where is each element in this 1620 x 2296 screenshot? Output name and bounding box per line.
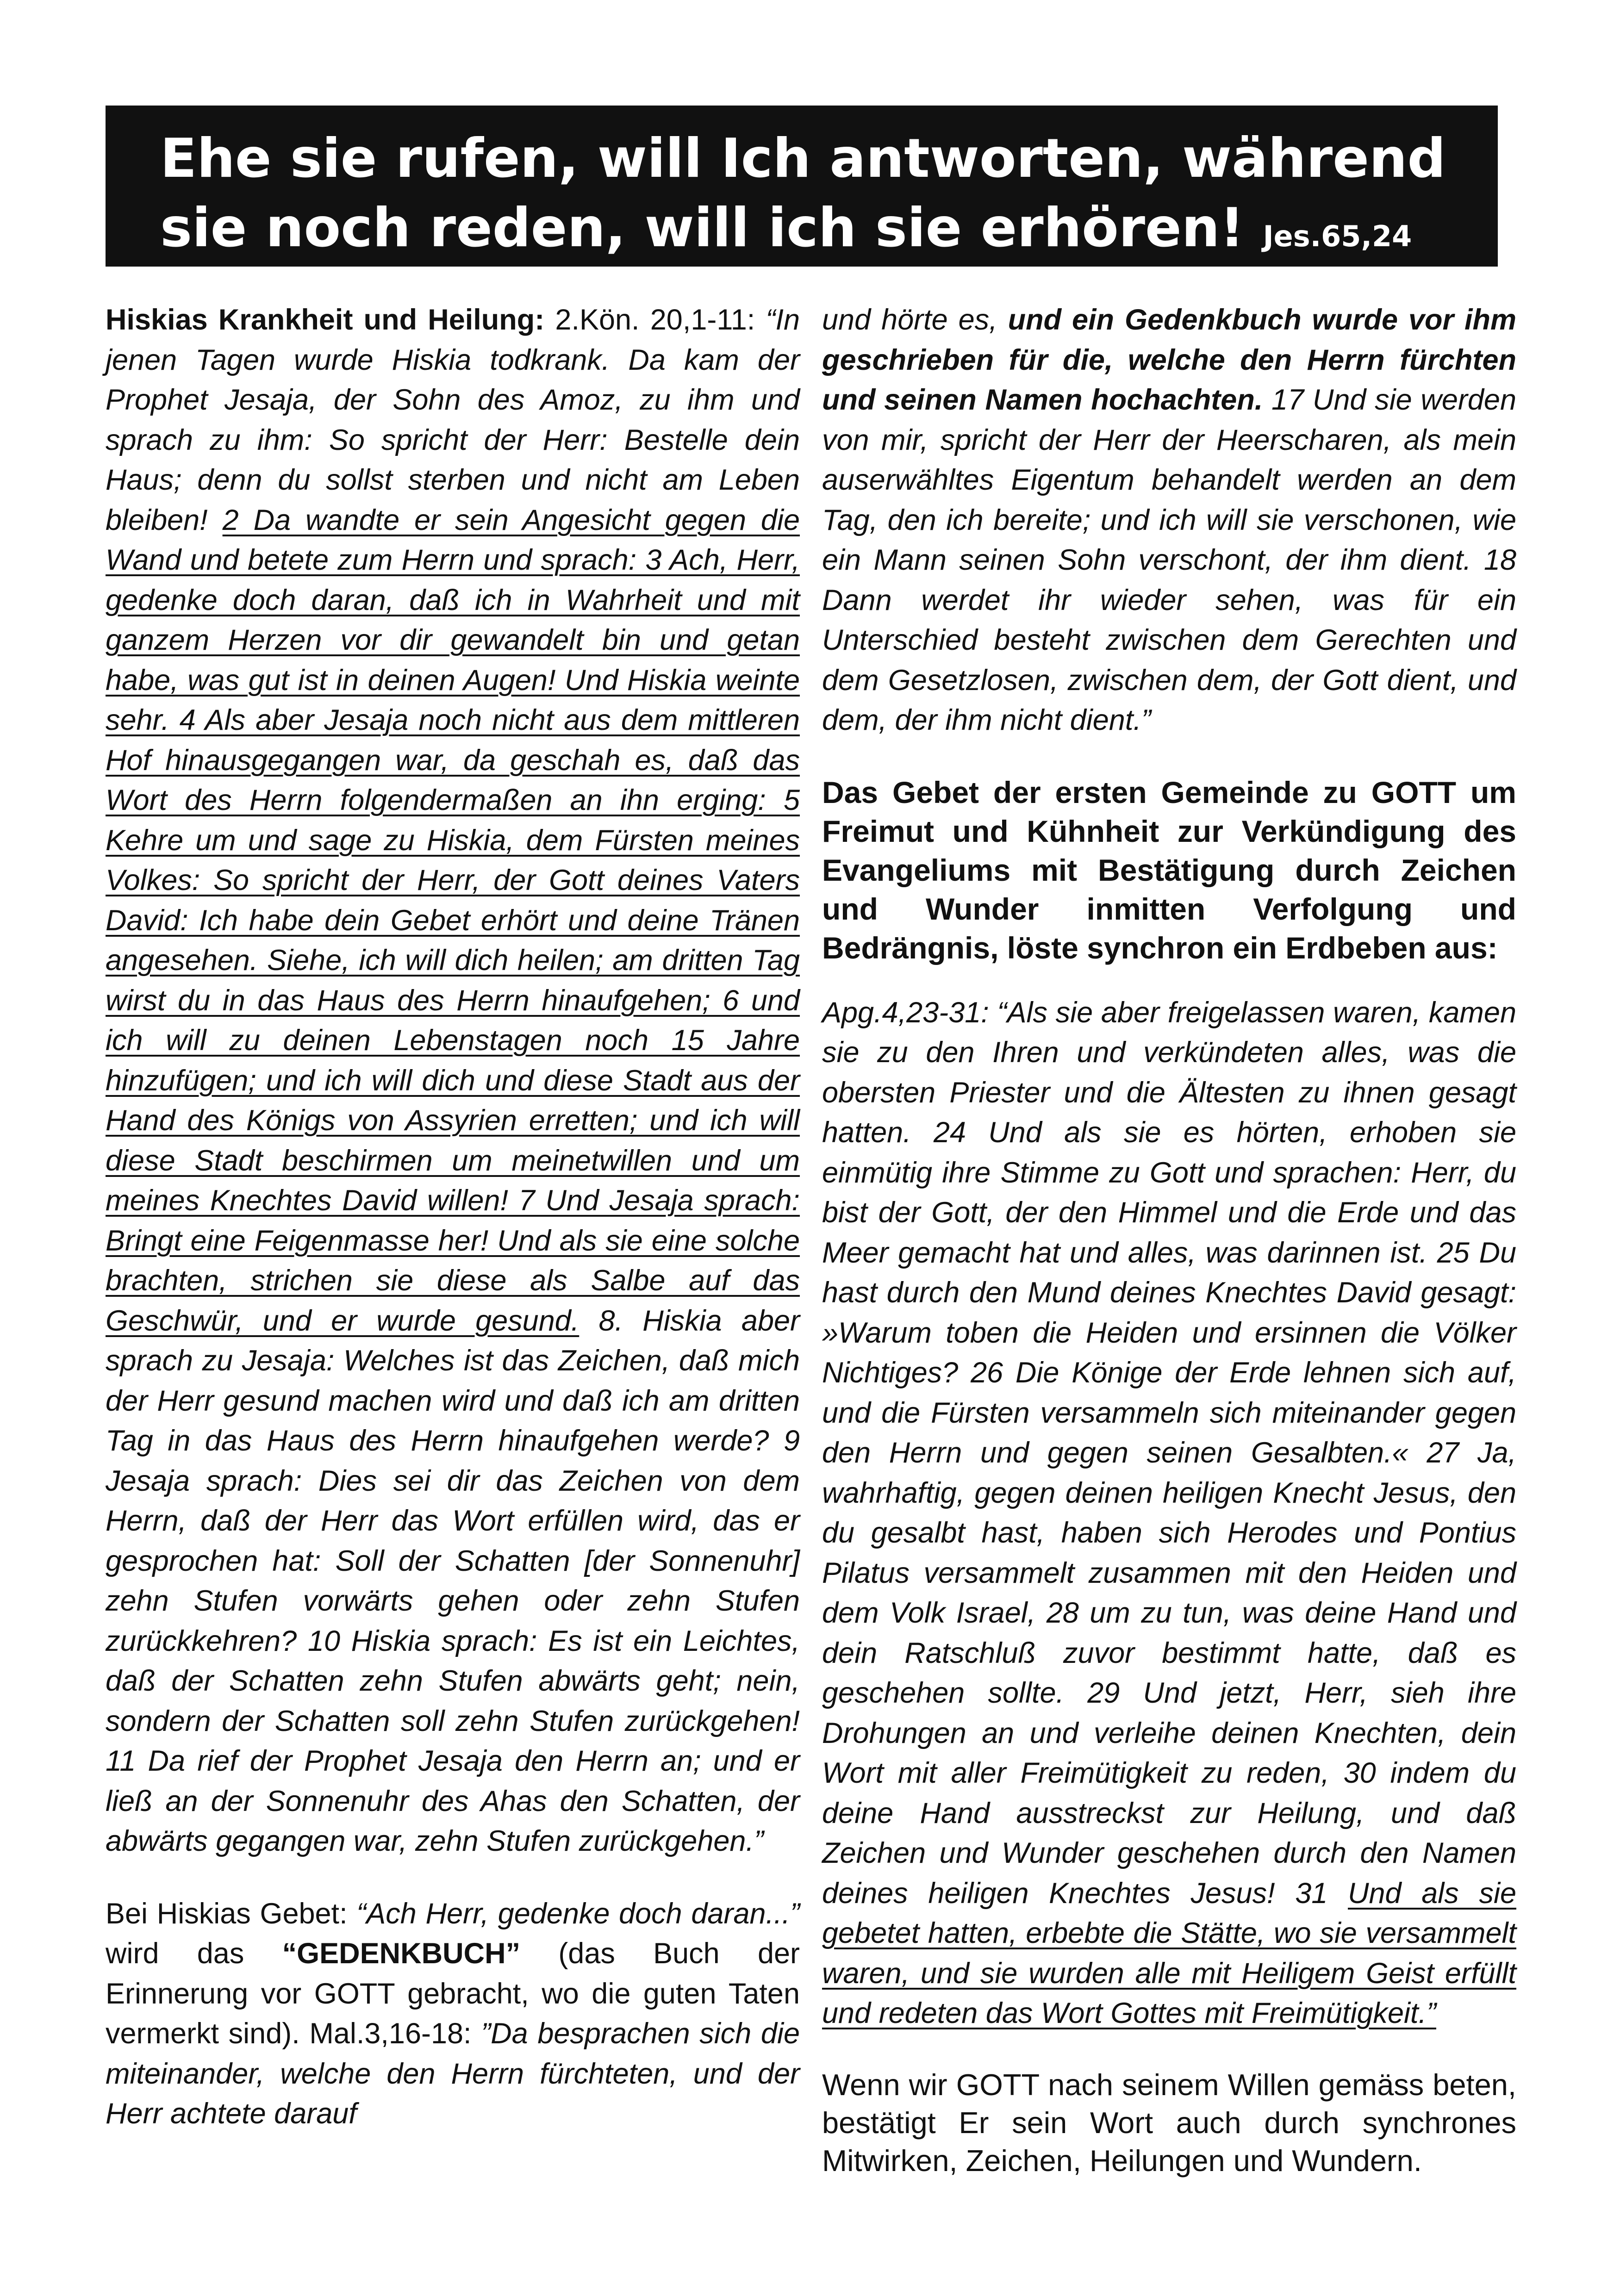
para2-bold: “GEDENKBUCH” (282, 1937, 521, 1970)
para2-c: (das Buch der Erinnerung vor GOTT gebracht, wo die guten Taten vermerkt sind). Mal.3,16-18: (106, 1937, 800, 2050)
quote-underlined: 2 Da wandte er sein Angesicht gegen die Wand und betete zum Herrn und sprach: 3 Ach, Herr, gedenke doch daran, daß ich in Wahrheit und mit ganzem Herzen vor dir gewandelt bin und getan habe, was gut ist in deinen Augen! Und Hiskia weinte sehr. 4 Als aber Jesaja noch nicht aus dem mittleren Hof hinausgegangen war, da geschah es, daß das Wort des Herrn folgendermaßen an ihn erging: 5 Kehre um und sage zu Hiskia, dem Fürsten meines Volkes: So spricht der Herr, der Gott deines Vaters David: Ich habe dein Gebet erhört und deine Tränen angesehen. Siehe, ich will dich heilen; am dritten Tag wirst du in das Haus des Herrn hinaufgehen; 6 und ich will zu deinen Lebenstagen noch 15 Jahre hinzufügen; und ich will dich und diese Stadt aus der Hand des Königs von Assyrien erretten; und ich will diese Stadt beschirmen um meinetwillen und um meines Knechtes David willen! 7 Und Jesaja sprach: Bringt eine Feigenmasse her! Und als sie eine solche brachten, strichen sie diese als Salbe auf das Geschwür, und er wurde gesund. (106, 504, 800, 1337)
para2-quote: “Ach Herr, gedenke doch daran...” (356, 1897, 800, 1930)
title-banner (106, 106, 1498, 267)
banner-line-2 (160, 193, 1498, 271)
closing-statement: Wenn wir GOTT nach seinem Willen gemäss beten, bestätigt Er sein Wort auch durch synchrones Mitwirken, Zeichen, Heilungen und Wundern. (822, 2067, 1516, 2178)
acts-text: Apg.4,23-31: “Als sie aber freigelassen waren, kamen sie zu den Ihren und verkündeten alles, was die obersten Priester und die Ältesten zu ihnen gesagt hatten. 24 Und als sie es hörten, erhoben sie einmütig ihre Stimme zu Gott und sprachen: Herr, du bist der Gott, der den Himmel und die Erde und das Meer gemacht hat und alles, was darinnen ist. 25 Du hast durch den Mund deines Knechtes David gesagt: »Warum toben die Heiden und ersinnen die Völker Nichtiges? 26 Die Könige der Erde lehnen sich auf, und die Fürsten versammeln sich miteinander gegen den Herrn und gegen seinen Gesalbten.« 27 Ja, wahrhaftig, gegen deinen heiligen Knecht Jesus, den du gesalbt hast, haben sich Herodes und Pontius Pilatus versammelt zusammen mit den Heiden und dem Volk Israel, 28 um zu tun, was deine Hand und dein Ratschluß zuvor bestimmt hatte, daß es geschehen sollte. 29 Und jetzt, Herr, sieh ihre Drohungen an und verleihe deinen Knechten, dein Wort mit aller Freimütigkeit zu reden, 30 indem du deine Hand ausstreckst zur Heilung, und daß Zeichen und Wunder geschehen durch den Namen deines heiligen Knechtes Jesus! 31 (822, 996, 1516, 1910)
quote-part-1: “In jenen Tagen wurde Hiskia todkrank. Da kam der Prophet Jesaja, der Sohn des Amoz, zu ihm und sprach zu ihm: So spricht der Herr: Bestelle dein Haus; denn du sollst sterben und nicht am Leben bleiben! (106, 304, 800, 536)
maleachi-continuation (822, 300, 1516, 740)
cont-rest: 17 Und sie werden von mir, spricht der Herr der Heerscharen, als mein auserwähltes Eigentum behandelt werden an dem Tag, den ich bereite; und ich will sie verschonen, wie ein Mann seinen Sohn verschont, der ihm dient. 18 Dann werdet ihr wieder sehen, was für ein Unterschied besteht zwischen dem Gerechten und dem Gesetzlosen, zwischen dem, der Gott dient, und dem, der ihm nicht dient.” (822, 384, 1516, 736)
section-heading: Das Gebet der ersten Gemeinde zu GOTT um Freimut und Kühnheit zur Verkündigung des Evangeliums mit Bestätigung durch Zeichen und Wunder inmitten Verfolgung und Bedrängnis, löste synchron ein Erdbeben aus: (822, 775, 1516, 965)
right-column (822, 300, 1516, 2180)
intro-bold: Hiskias Krankheit und Heilung: (106, 304, 545, 336)
left-column (106, 300, 800, 2134)
intro-ref: 2.Kön. 20,1-11: (544, 304, 755, 336)
banner-line-1: Ehe sie rufen, will Ich antworten, während (160, 127, 1446, 190)
banner-line-2-text: sie noch reden, will ich sie erhören! (160, 197, 1245, 259)
banner-reference: Jes.65,24 (1263, 219, 1412, 253)
gedenkbuch-paragraph (106, 1894, 800, 2134)
quote-part-2: 8. Hiskia aber sprach zu Jesaja: Welches ist das Zeichen, daß mich der Herr gesund machen wird und daß ich am dritten Tag in das Haus des Herrn hinaufgehen werde? 9 Jesaja sprach: Dies sei dir das Zeichen von dem Herrn, daß der Herr das Wort erfüllen wird, das er gesprochen hat: Soll der Schatten [der Sonnenuhr] zehn Stufen vorwärts gehen oder zehn Stufen zurückkehren? 10 Hiskia sprach: Es ist ein Leichtes, daß der Schatten zehn Stufen abwärts geht; nein, sondern der Schatten soll zehn Stufen zurückgehen! 11 Da rief der Prophet Jesaja den Herrn an; und er ließ an der Sonnenuhr des Ahas den Schatten, der abwärts gegangen war, zehn Stufen zurückgehen.” (106, 1304, 800, 1857)
cont-bold-italic: und ein Gedenkbuch wurde vor ihm geschrieben für die, welche den Herrn fürchten und seinen Namen hochachten. (822, 304, 1516, 416)
para2-a: Bei Hiskias Gebet: (106, 1897, 357, 1930)
acts-underlined: Und als sie gebetet hatten, erbebte die Stätte, wo sie versammelt waren, und sie wurden alle mit Heiligem Geist erfüllt und redeten das Wort Gottes mit Freimütigkeit.” (822, 1877, 1516, 2029)
hiskia-passage (106, 300, 800, 1861)
acts-passage (822, 993, 1516, 2034)
para2-b: wird das (106, 1937, 282, 1970)
cont-italic: und hörte es, (822, 304, 997, 336)
para2-italic: ”Da besprachen sich die miteinander, welche den Herrn fürchteten, und der Herr achtete darauf (106, 2017, 800, 2130)
